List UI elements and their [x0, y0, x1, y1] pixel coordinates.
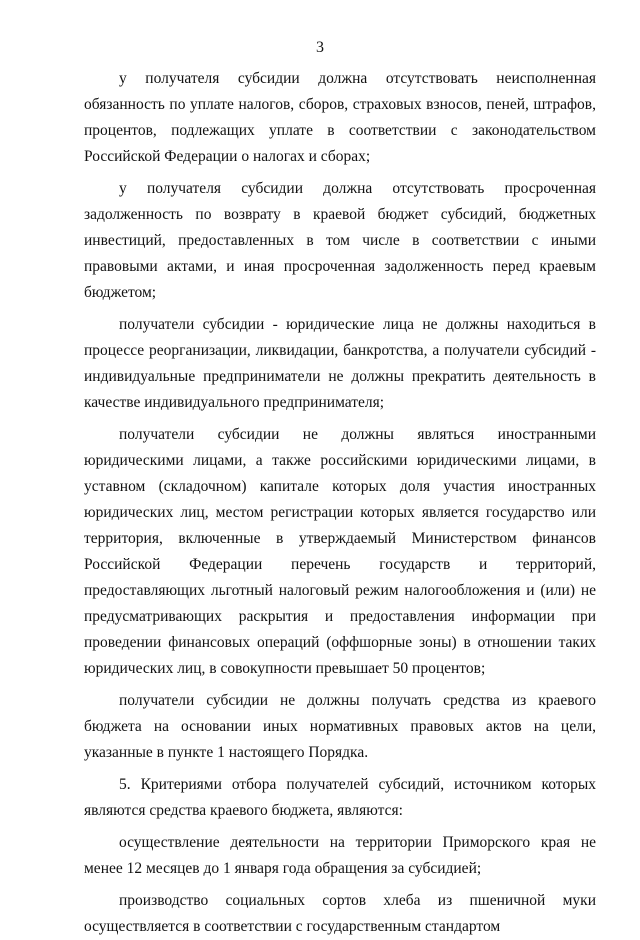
paragraph-budget-debt: у получателя субсидии должна отсутствовать просроченная задолженность по возврату в краевой бюджет субсидий, бюджетных инвестиций, предоставленных в том числе в соответствии с иными правовыми актами, и иная просроченная задолженность перед краевым бюджетом; — [84, 180, 596, 301]
paragraph-activity-period: осуществление деятельности на территории Приморского края не менее 12 месяцев до 1 января года обращения за субсидией; — [84, 834, 596, 877]
paragraph-selection-criteria: 5. Критериями отбора получателей субсидий, источником которых являются средства краевого бюджета, являются: — [84, 776, 596, 819]
paragraph-bread-production: производство социальных сортов хлеба из пшеничной муки осуществляется в соответствии с государственным стандартом — [84, 892, 596, 935]
page-number: 3 — [316, 39, 324, 56]
paragraph-foreign-entities: получатели субсидии не должны являться иностранными юридическими лицами, а также российскими юридическими лицами, в уставном (складочном) капитале которых доля участия иностранных юридических лиц, местом регистрации которых является государство или территория, включенные в утверждаемый Министерством финансов Российской Федерации перечень государств и территорий, предоставляющих льготный налоговый режим налогообложения и (или) не предусматривающих раскрытия и предоставления информации при проведении финансовых операций (оффшорные зоны) в отношении таких юридических лиц, в совокупности превышает 50 процентов; — [84, 426, 596, 677]
paragraph-tax-obligations: у получателя субсидии должна отсутствовать неисполненная обязанность по уплате налогов, сборов, страховых взносов, пеней, штрафов, процентов, подлежащих уплате в соответствии с законодательством Российской Федерации о налогах и сборах; — [84, 70, 596, 165]
document-body — [84, 66, 596, 940]
paragraph-reorganization: получатели субсидии - юридические лица не должны находиться в процессе реорганизации, ликвидации, банкротства, а получатели субсидий - индивидуальные предприниматели не должны прекратить деятельность в качестве индивидуального предпринимателя; — [84, 316, 596, 411]
paragraph-other-acts: получатели субсидии не должны получать средства из краевого бюджета на основании иных нормативных правовых актов на цели, указанные в пункте 1 настоящего Порядка. — [84, 692, 596, 761]
